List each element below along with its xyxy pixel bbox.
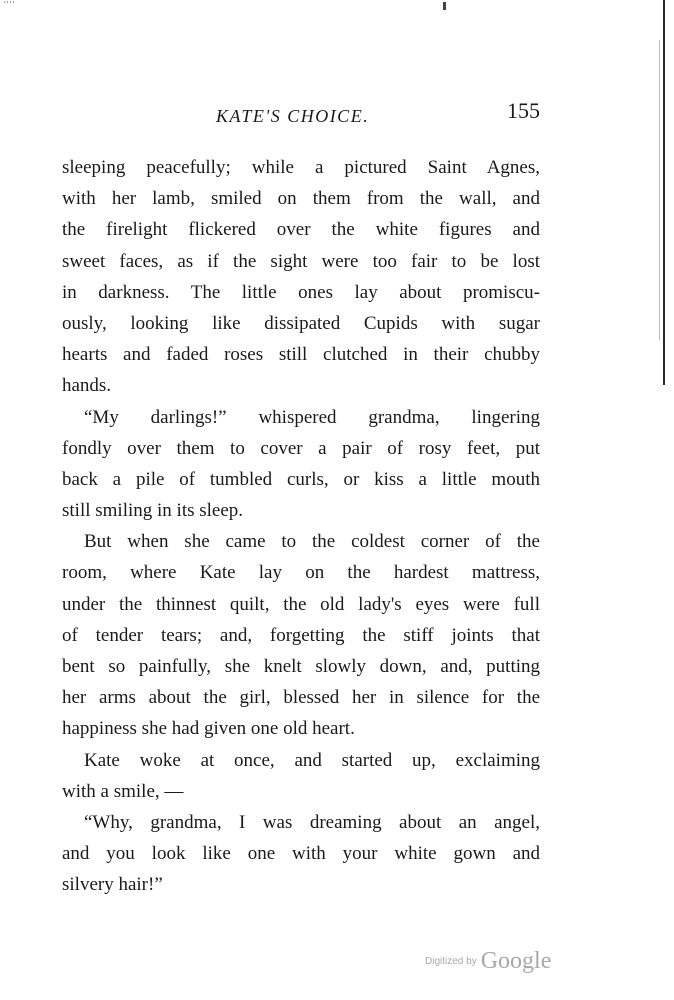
- body-text: [62, 152, 540, 901]
- page-edge-shadow: [659, 40, 660, 340]
- text-line: room, where Kate lay on the hardest mattress,: [62, 562, 540, 584]
- text-line: bent so painfully, she knelt slowly down, and, putting: [62, 656, 540, 677]
- text-line: with a smile, —: [62, 780, 184, 802]
- text-line: sleeping peacefully; while a pictured Saint Agnes,: [62, 157, 540, 178]
- stamp-prefix: Digitized by: [425, 956, 477, 967]
- text-line: of tender tears; and, forgetting the stiff joints that: [62, 624, 540, 646]
- digitization-stamp: [425, 948, 551, 975]
- text-line: silvery hair!”: [62, 874, 163, 896]
- text-line: fondly over them to cover a pair of rosy feet, put: [62, 437, 540, 459]
- text-line: “Why, grandma, I was dreaming about an angel,: [84, 811, 540, 833]
- text-line: under the thinnest quilt, the old lady's eyes were full: [62, 593, 540, 615]
- text-line: Kate woke at once, and started up, exclaiming: [84, 749, 540, 771]
- text-line: with her lamb, smiled on them from the wall, and: [62, 188, 540, 210]
- text-line: ously, looking like dissipated Cupids with sugar: [62, 312, 540, 334]
- page-edge-rule: [663, 0, 665, 385]
- text-line: still smiling in its sleep.: [62, 500, 244, 522]
- page-header: [62, 98, 540, 132]
- text-line: happiness she had given one old heart.: [62, 718, 355, 740]
- print-mark: [443, 2, 446, 10]
- text-line: in darkness. The little ones lay about promiscu-: [62, 281, 540, 303]
- text-line: hearts and faded roses still clutched in their chubby: [62, 344, 540, 366]
- text-line: the firelight flickered over the white figures and: [62, 219, 540, 241]
- text-line: hands.: [62, 375, 112, 397]
- page-number: 155: [507, 98, 540, 123]
- running-title: KATE'S CHOICE.: [216, 106, 370, 126]
- text-line: “My darlings!” whispered grandma, lingering: [84, 406, 540, 428]
- stamp-brand: Google: [480, 948, 552, 974]
- text-line: her arms about the girl, blessed her in silence for the: [62, 687, 540, 709]
- text-line: But when she came to the coldest corner of the: [84, 531, 540, 553]
- text-line: sweet faces, as if the sight were too fair to be lost: [62, 250, 540, 272]
- text-line: and you look like one with your white gown and: [62, 843, 540, 865]
- text-line: back a pile of tumbled curls, or kiss a little mouth: [62, 468, 540, 490]
- corner-mark: '''': [4, 0, 16, 11]
